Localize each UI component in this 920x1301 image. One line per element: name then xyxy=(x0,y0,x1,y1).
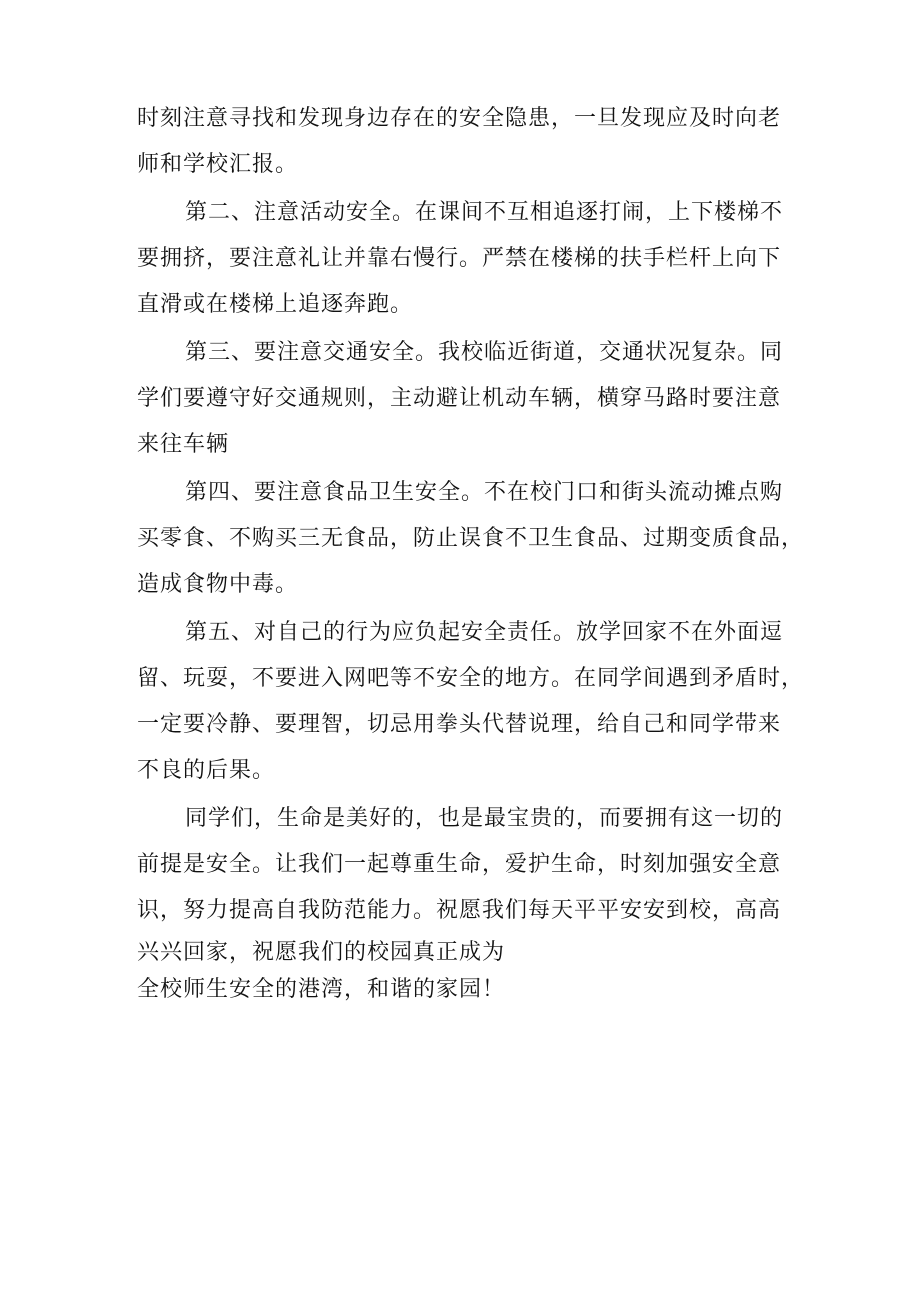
text-line: 前提是安全。让我们一起尊重生命，爱护生命，时刻加强安全意 xyxy=(137,852,782,877)
text-line: 不良的后果。 xyxy=(137,758,276,783)
text-line: 第四、要注意食品卫生安全。不在校门口和街头流动摊点购 xyxy=(185,480,784,505)
text-line: 师和学校汇报。 xyxy=(137,152,299,177)
paragraph-4 xyxy=(137,470,805,608)
text-line: 买零食、不购买三无食品，防止误食不卫生食品、过期变质食品， xyxy=(137,526,805,551)
text-line: 识，努力提高自我防范能力。祝愿我们每天平平安安到校，高高 xyxy=(137,898,782,923)
paragraph-1 xyxy=(137,96,797,188)
text-line: 兴兴回家，祝愿我们的校园真正成为 xyxy=(137,940,506,965)
text-line: 造成食物中毒。 xyxy=(137,572,299,597)
text-line: 第二、注意活动安全。在课间不互相追逐打闹，上下楼梯不 xyxy=(185,200,784,225)
text-line: 直滑或在楼梯上追逐奔跑。 xyxy=(137,292,414,317)
text-line: 时刻注意寻找和发现身边存在的安全隐患，一旦发现应及时向老 xyxy=(137,106,782,131)
text-line: 学们要遵守好交通规则，主动避让机动车辆，横穿马路时要注意 xyxy=(137,386,782,411)
text-line: 来往车辆 xyxy=(137,432,230,457)
document-body xyxy=(137,96,805,1010)
paragraph-6 xyxy=(137,796,797,972)
paragraph-5 xyxy=(137,610,805,794)
paragraph-2 xyxy=(137,190,797,328)
paragraph-3 xyxy=(137,330,797,468)
text-line: 一定要冷静、要理智，切忌用拳头代替说理，给自己和同学带来 xyxy=(137,712,782,737)
text-line: 留、玩耍，不要进入网吧等不安全的地方。在同学间遇到矛盾时， xyxy=(137,666,805,691)
text-line: 同学们，生命是美好的，也是最宝贵的，而要拥有这一切的 xyxy=(185,806,784,831)
text-line: 要拥挤，要注意礼让并靠右慢行。严禁在楼梯的扶手栏杆上向下 xyxy=(137,246,782,271)
text-line: 全校师生安全的港湾，和谐的家园！ xyxy=(137,977,506,1002)
paragraph-7 xyxy=(137,972,797,1008)
text-line: 第三、要注意交通安全。我校临近街道，交通状况复杂。同 xyxy=(185,340,784,365)
text-line: 第五、对自己的行为应负起安全责任。放学回家不在外面逗 xyxy=(185,620,784,645)
